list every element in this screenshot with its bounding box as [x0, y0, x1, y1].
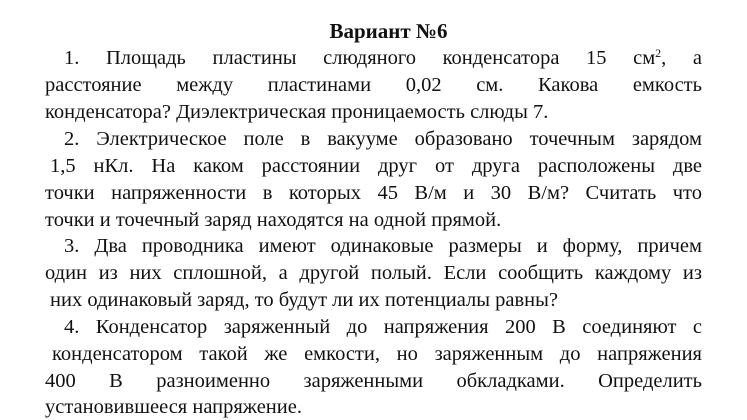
problem-2-line-2: 1,5 нКл. На каком расстоянии друг от друга расположены две: [50, 155, 702, 177]
problem-2-line-1: 2. Электрическое поле в вакууме образовано точечным зарядом: [64, 128, 702, 150]
problem-1-line-1: [64, 45, 702, 71]
problem-4-line-4: установившееся напряжение.: [45, 396, 302, 418]
superscript-exponent: 2: [655, 46, 662, 60]
problem-3-line-2: один из них сплошной, а другой полый. Если сообщить каждому из: [45, 262, 702, 284]
problem-1-line-3: конденсатора? Диэлектрическая проницаемость слюды 7.: [45, 101, 549, 123]
problem-3-line-1: 3. Два проводника имеют одинаковые размеры и форму, причем: [64, 235, 702, 257]
problem-1-text-start: 1. Площадь пластины слюдяного конденсатора 15 см: [64, 47, 656, 69]
problem-4-line-3: 400 В разноименно заряженными обкладками. Определить: [45, 370, 702, 392]
variant-title: Вариант №6: [329, 19, 448, 43]
problem-1-text-end: , а: [661, 47, 702, 69]
problem-4-line-1: 4. Конденсатор заряженный до напряжения 200 В соединяют с: [64, 316, 702, 338]
problem-1-line-2: расстояние между пластинами 0,02 см. Какова емкость: [45, 74, 702, 96]
problem-3-line-3: них одинаковый заряд, то будут ли их потенциалы равны?: [50, 289, 559, 311]
problem-2-line-3: точки напряженности в которых 45 В/м и 30 В/м? Считать что: [45, 182, 702, 204]
problem-2-line-4: точки и точечный заряд находятся на одной прямой.: [45, 209, 502, 231]
problem-4-line-2: конденсатором такой же емкости, но заряженным до напряжения: [52, 343, 702, 365]
